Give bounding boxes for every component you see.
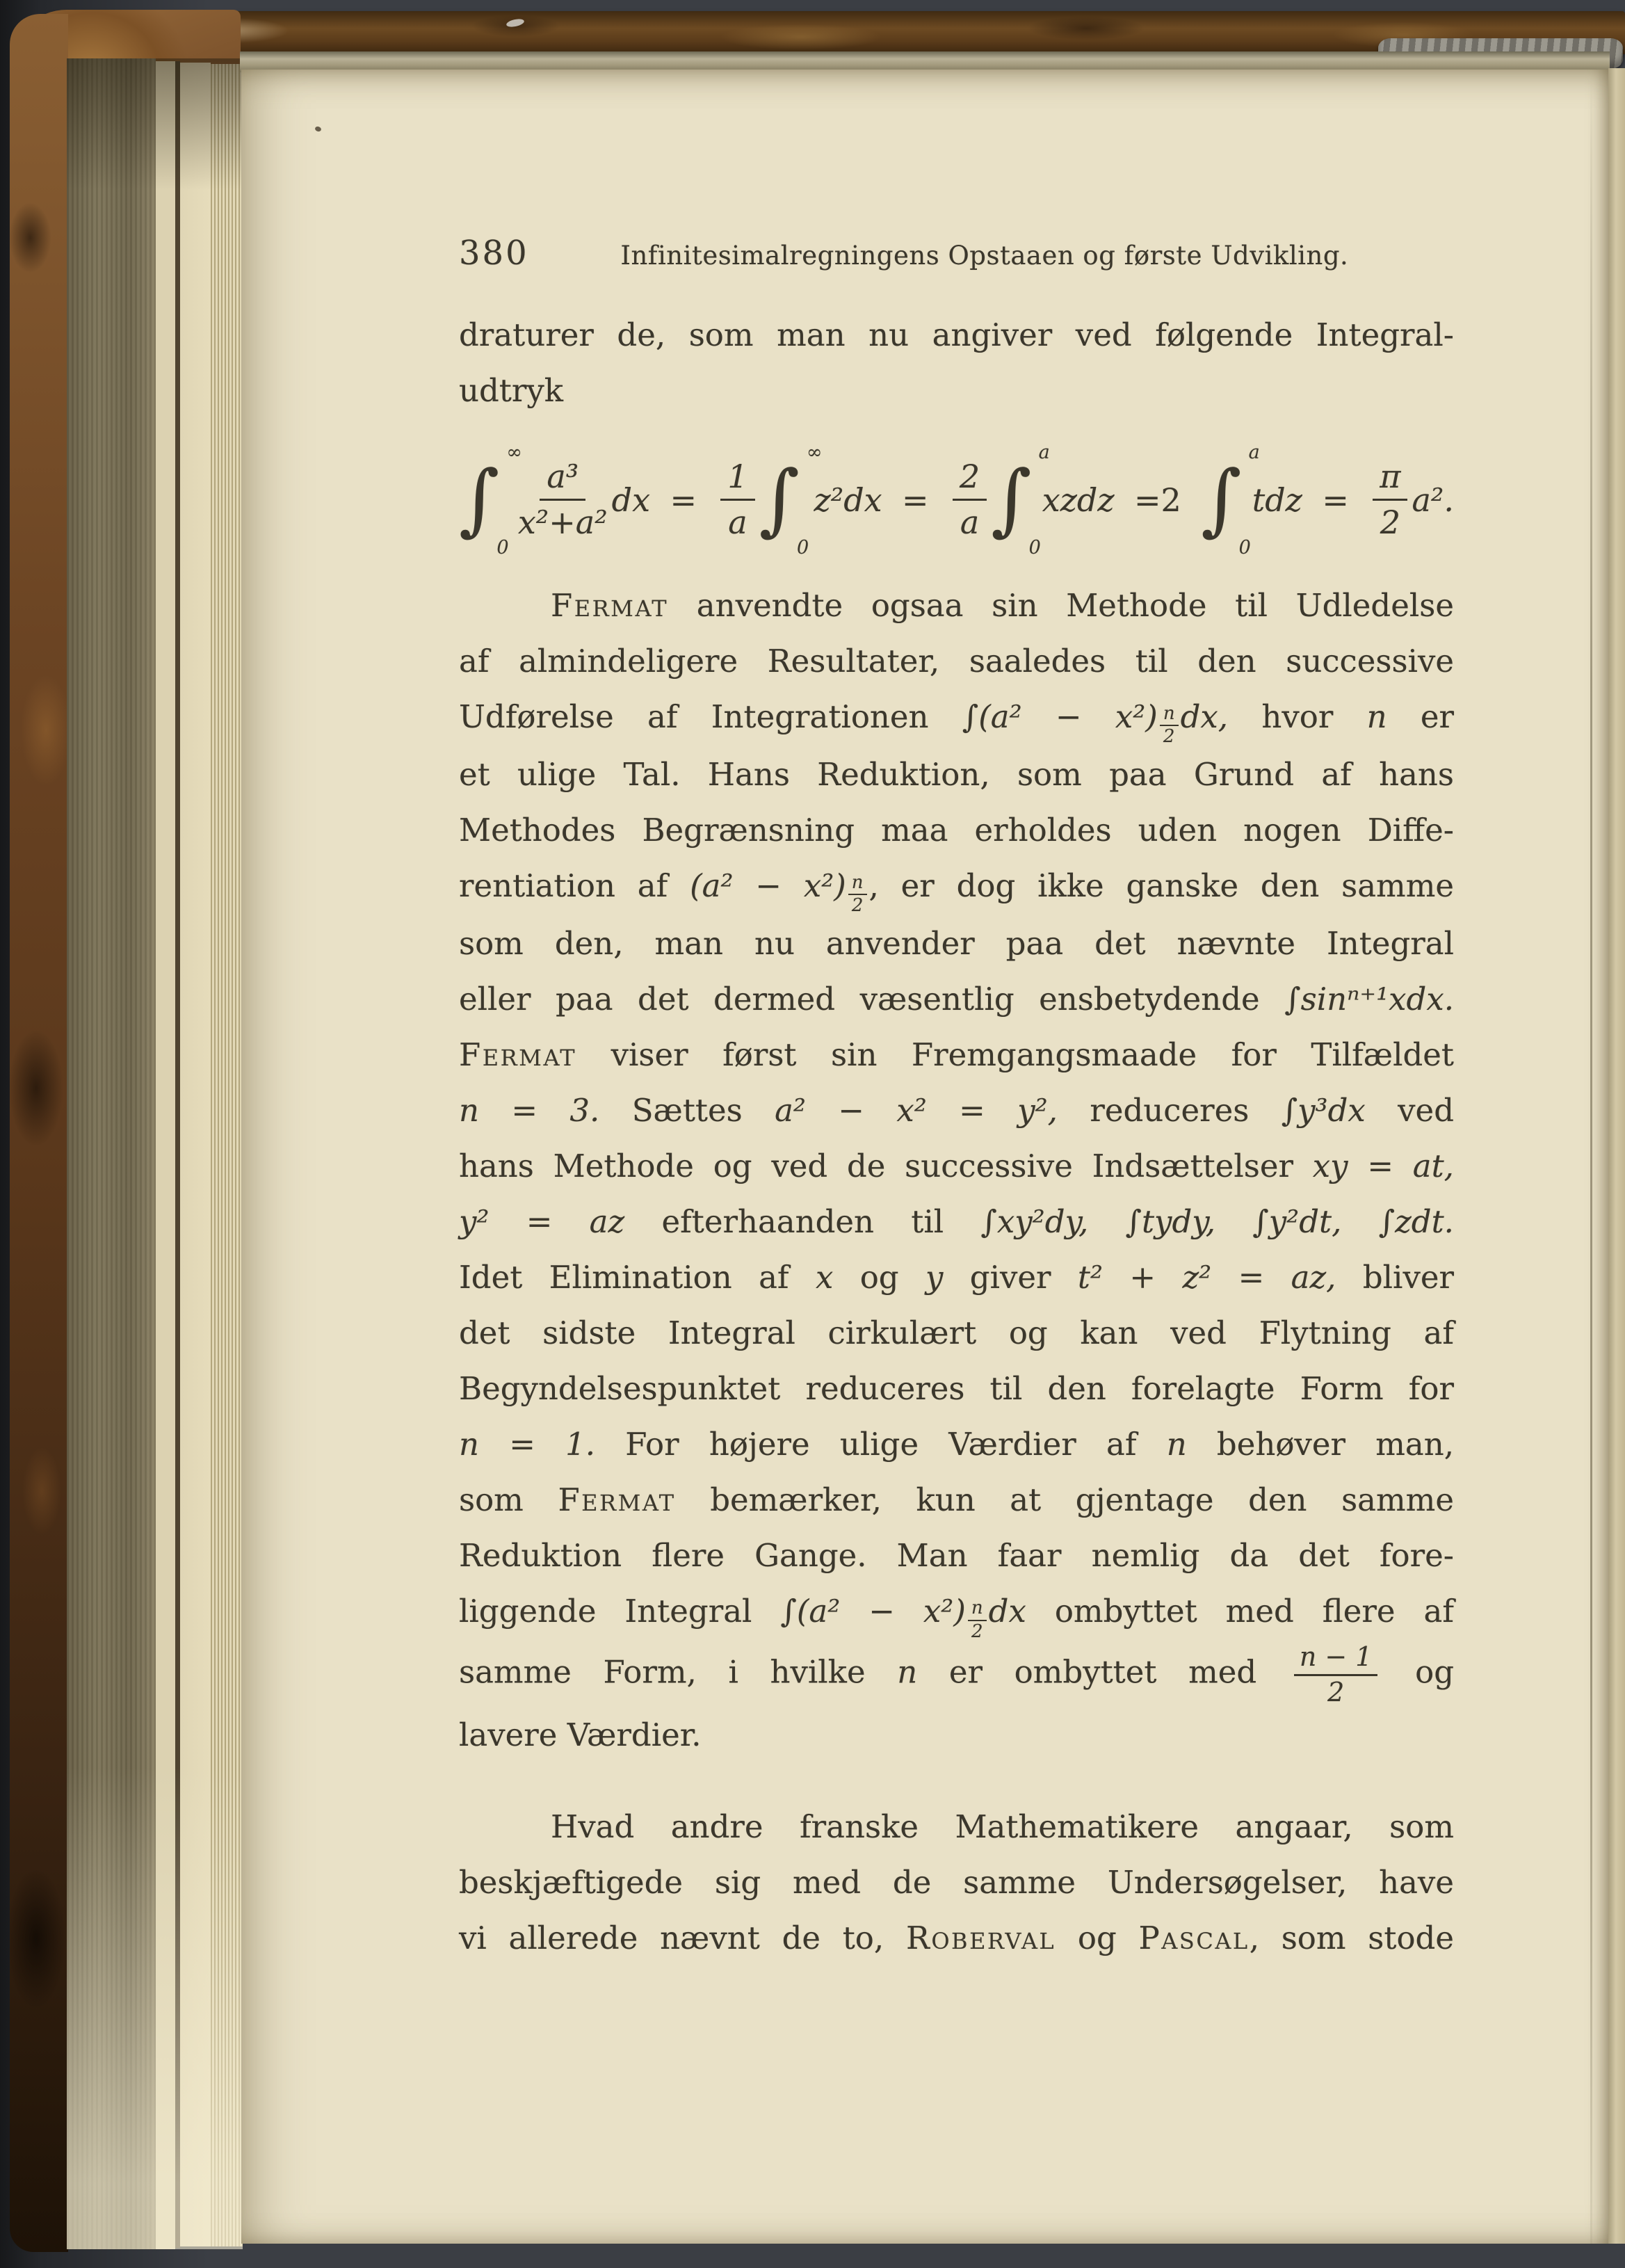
text-segment: Reduktion flere Gange. Man faar nemlig da det fore- — [459, 1537, 1454, 1575]
fraction-denominator: 2 — [1380, 504, 1400, 541]
text-segment: Methodes Begrænsning maa erholdes uden nogen Diffe- — [459, 812, 1454, 849]
math-segment: (a² − x²) — [690, 867, 846, 905]
fraction-numerator: a³ — [540, 459, 585, 501]
text-segment: efterhaanden til — [624, 1203, 981, 1241]
text-line — [459, 1305, 1454, 1361]
exponent-numerator: n — [1160, 704, 1179, 726]
math-term: xzdz — [1042, 481, 1115, 519]
text-line — [459, 1083, 1454, 1139]
page-edges-stack-stripes — [211, 64, 243, 2246]
text-segment: liggende Integral — [459, 1593, 781, 1630]
text-segment: Hvad andre franske Mathematikere angaar, som — [551, 1808, 1454, 1845]
text-line — [459, 363, 1454, 419]
integral-upper-limit: a — [1038, 441, 1050, 463]
math-segment: y — [925, 1259, 944, 1296]
fraction-numerator: 2 — [953, 459, 987, 501]
text-segment: eller paa det dermed væsentlig ensbetydende — [459, 981, 1285, 1018]
integral-limits — [1238, 441, 1260, 558]
formula-term — [948, 434, 1115, 566]
body-text — [459, 307, 1454, 1966]
text-line — [459, 1139, 1454, 1194]
math-segment: n — [1366, 698, 1387, 735]
page-content — [241, 70, 1608, 1966]
person-name-smallcaps: Fermat — [558, 1481, 676, 1519]
text-segment: Begyndelsespunktet reduceres til den forelagte Form for — [459, 1370, 1454, 1408]
fraction — [953, 459, 987, 540]
text-segment: er ombyttet med — [917, 1653, 1288, 1691]
text-segment: giver — [943, 1259, 1078, 1296]
text-line — [459, 578, 1454, 634]
page-crease — [1590, 70, 1592, 2244]
integral-lower-limit: 0 — [496, 536, 509, 558]
text-segment: , er dog ikke ganske den samme — [868, 867, 1454, 905]
text-segment: hans Methode og ved de successive Indsættelser — [459, 1148, 1313, 1185]
math-term: z²dx — [814, 481, 882, 519]
fraction-denominator: 2 — [1327, 1677, 1345, 1708]
text-segment: beskjæftigede sig med de samme Undersøgelser, have — [459, 1863, 1454, 1901]
text-line — [459, 1194, 1454, 1250]
text-line — [459, 858, 1454, 916]
math-segment: xy = at, — [1312, 1148, 1454, 1185]
text-line — [459, 916, 1454, 972]
integral-sign: ∫ — [1201, 454, 1242, 545]
stacked-exponent — [1160, 704, 1179, 747]
math-segment: ∫(a² − x²) — [962, 698, 1158, 735]
text-segment: og — [1383, 1653, 1455, 1691]
exponent-denominator: 2 — [851, 895, 864, 917]
math-segment: ∫xy²dy, ∫tydy, ∫y²dt, ∫zdt. — [980, 1203, 1454, 1241]
text-segment: draturer de, som man nu angiver ved følgende Integral- — [459, 316, 1454, 353]
text-segment: det sidste Integral cirkulært og kan ved Flytning af — [459, 1314, 1454, 1352]
equals-sign: = — [1322, 481, 1349, 519]
text-segment: reduceres — [1057, 1092, 1282, 1129]
text-line — [459, 1855, 1454, 1911]
text-line — [459, 972, 1454, 1027]
page-edges-gap — [175, 61, 180, 2248]
book-page — [241, 70, 1608, 2244]
text-segment: og — [1056, 1919, 1139, 1956]
math-segment: x — [815, 1259, 834, 1296]
math-segment: n = 3. — [459, 1092, 600, 1129]
fraction-numerator: n − 1 — [1294, 1642, 1378, 1677]
exponent-denominator: 2 — [971, 1620, 983, 1642]
text-segment: , som stode — [1249, 1919, 1454, 1956]
integral-limits — [496, 441, 522, 558]
page-fore-edge — [1608, 68, 1625, 2244]
math-segment: y² = az — [459, 1203, 625, 1241]
text-segment: Udførelse af Integrationen — [459, 698, 962, 735]
math-segment: a² − x² = y², — [775, 1092, 1058, 1129]
text-line — [459, 1911, 1454, 1966]
fraction-denominator: a — [960, 504, 980, 541]
text-line — [459, 1642, 1454, 1707]
text-line — [459, 1361, 1454, 1417]
math-segment: dx, — [1180, 698, 1229, 735]
text-segment: er — [1386, 698, 1454, 735]
text-line — [459, 307, 1454, 363]
person-name-smallcaps: Roberval — [905, 1919, 1056, 1956]
text-line — [459, 689, 1454, 747]
fraction — [1373, 459, 1407, 540]
text-segment: samme Form, i hvilke — [459, 1653, 898, 1691]
text-segment: udtryk — [459, 372, 564, 409]
page-number: 380 — [459, 234, 529, 273]
exponent-numerator: n — [968, 1598, 987, 1620]
person-name-smallcaps: Fermat — [551, 587, 669, 624]
equals-sign: =2 — [1134, 481, 1181, 519]
text-line — [459, 1584, 1454, 1641]
text-segment: som — [459, 1481, 558, 1519]
formula-term — [459, 434, 650, 566]
math-term: tdz — [1252, 481, 1302, 519]
math-term: dx — [611, 481, 651, 519]
fraction — [518, 459, 608, 540]
math-segment: ∫(a² − x²) — [780, 1593, 966, 1630]
equals-sign: = — [901, 481, 929, 519]
page-edges-stack — [180, 63, 211, 2246]
integral-lower-limit: 0 — [1028, 536, 1041, 558]
integral-sign: ∫ — [459, 454, 500, 545]
person-name-smallcaps: Fermat — [459, 1036, 577, 1074]
integral — [991, 434, 1050, 566]
text-line — [459, 1250, 1454, 1305]
fraction-denominator: x²+a² — [517, 504, 608, 541]
text-segment: ombyttet med flere af — [1026, 1593, 1454, 1630]
fraction-numerator: 1 — [720, 459, 754, 501]
integral-upper-limit: ∞ — [807, 441, 823, 463]
person-name-smallcaps: Pascal — [1138, 1919, 1250, 1956]
integral-upper-limit: ∞ — [506, 441, 522, 463]
text-line — [459, 1472, 1454, 1528]
text-segment: For højere ulige Værdier af — [595, 1426, 1167, 1463]
book-spine — [10, 14, 68, 2252]
formula-term — [1201, 434, 1302, 566]
integral-sign: ∫ — [991, 454, 1032, 545]
formula-term — [716, 434, 882, 566]
text-segment: viser først sin Fremgangsmaade for Tilfældet — [576, 1036, 1454, 1074]
math-segment: n — [897, 1653, 918, 1691]
text-segment: anvendte ogsaa sin Methode til Udledelse — [668, 587, 1454, 624]
running-title: Infinitesimalregningens Opstaaen og første Udvikling. — [620, 241, 1349, 271]
exponent-numerator: n — [848, 873, 867, 895]
text-segment: Idet Elimination af — [459, 1259, 816, 1296]
fraction-numerator: π — [1373, 459, 1407, 501]
text-line — [459, 634, 1454, 689]
page-edges-stack — [156, 61, 175, 2249]
integral-sign: ∫ — [759, 454, 800, 545]
text-line — [459, 1417, 1454, 1472]
equals-sign: = — [670, 481, 697, 519]
text-segment: bliver — [1336, 1259, 1455, 1296]
text-line — [459, 1707, 1454, 1763]
page-header — [459, 234, 1454, 273]
text-segment: ved — [1365, 1092, 1454, 1129]
text-segment: rentiation af — [459, 867, 690, 905]
math-segment: n — [1166, 1426, 1187, 1463]
math-segment: dx — [988, 1593, 1026, 1630]
math-segment: n = 1. — [459, 1426, 596, 1463]
text-segment: Sættes — [599, 1092, 775, 1129]
text-segment: og — [833, 1259, 925, 1296]
math-segment: ∫y³dx — [1281, 1092, 1366, 1129]
text-segment: lavere Værdier. — [459, 1716, 702, 1753]
math-segment: t² + z² = az, — [1077, 1259, 1336, 1296]
display-formula — [459, 428, 1454, 571]
stacked-exponent — [848, 873, 867, 916]
integral-lower-limit: 0 — [1238, 536, 1251, 558]
fraction-denominator: a — [728, 504, 747, 541]
text-line — [459, 747, 1454, 803]
math-term: a². — [1412, 481, 1454, 519]
text-segment: vi allerede nævnt de to, — [459, 1919, 906, 1956]
text-line — [459, 803, 1454, 858]
integral-upper-limit: a — [1248, 441, 1260, 463]
text-segment: hvor — [1228, 698, 1367, 735]
text-line — [459, 1799, 1454, 1855]
stacked-exponent — [968, 1598, 987, 1641]
integral — [759, 434, 823, 566]
text-segment: behøver man, — [1186, 1426, 1454, 1463]
fraction — [720, 459, 754, 540]
text-line — [459, 1027, 1454, 1083]
exponent-denominator: 2 — [1163, 726, 1175, 748]
integral — [459, 434, 522, 566]
text-segment: et ulige Tal. Hans Reduktion, som paa Grund af hans — [459, 756, 1454, 794]
integral-limits — [797, 441, 823, 558]
text-segment: af almindeligere Resultater, saaledes til den successive — [459, 643, 1454, 679]
text-line — [459, 1528, 1454, 1584]
integral-lower-limit: 0 — [797, 536, 809, 558]
math-segment: ∫sinⁿ⁺¹xdx. — [1284, 981, 1454, 1018]
fraction — [1294, 1642, 1378, 1707]
text-segment: som den, man nu anvender paa det nævnte Integral — [459, 925, 1454, 963]
integral — [1201, 434, 1260, 566]
text-segment: bemærker, kun at gjentage den samme — [675, 1481, 1454, 1519]
integral-limits — [1028, 441, 1050, 558]
page-edges-stack-shadow — [67, 58, 156, 2249]
formula-term — [1368, 459, 1454, 540]
